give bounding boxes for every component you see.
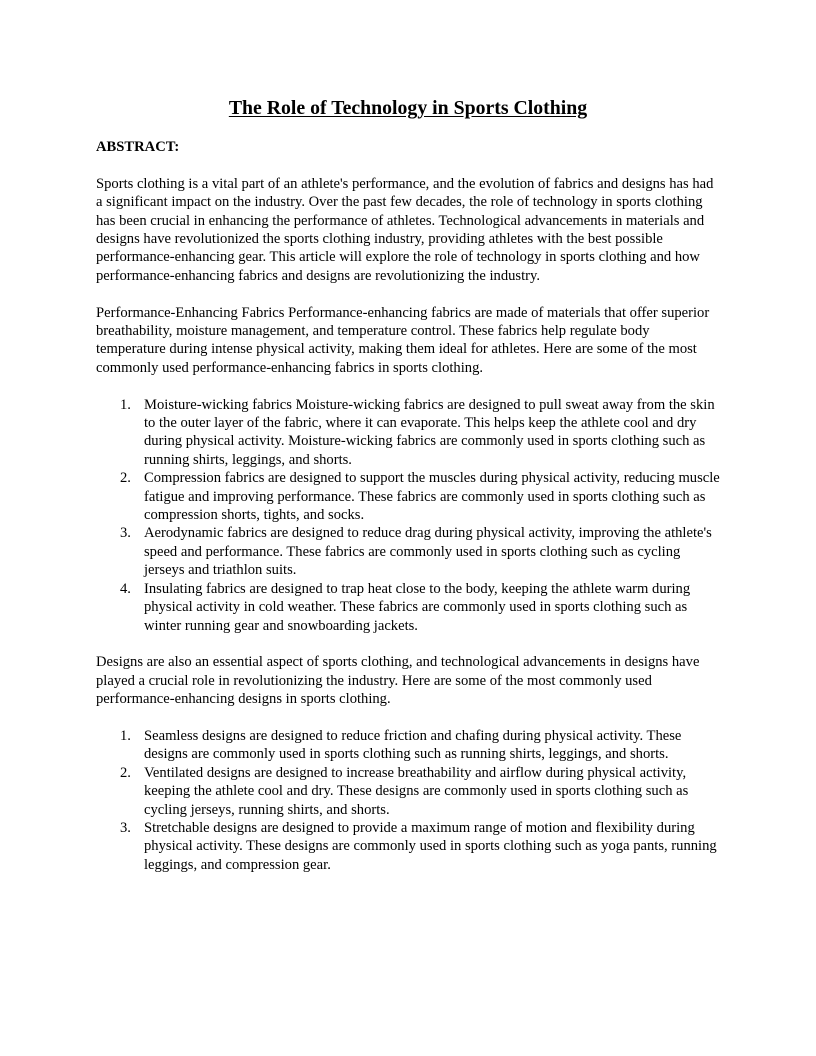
list-item: [96, 524, 720, 579]
list-number: 1.: [120, 727, 131, 744]
list-number: 3.: [120, 819, 131, 836]
list-item: [96, 580, 720, 635]
list-number: 2.: [120, 470, 131, 487]
list-item: [96, 727, 720, 764]
list-item-text: Aerodynamic fabrics are designed to reduce drag during physical activity, improving the athlete's speed and performance. These fabrics are commonly used in sports clothing such as cycling jerseys and triathlon suits.: [144, 525, 712, 579]
list-item-text: Insulating fabrics are designed to trap heat close to the body, keeping the athlete warm during physical activity in cold weather. These fabrics are commonly used in sports clothing such as winter running gear and snowboarding jackets.: [144, 580, 691, 634]
list-item: [96, 764, 720, 819]
list-number: 4.: [120, 580, 131, 597]
fabrics-list: [96, 396, 720, 635]
intro-paragraph: Sports clothing is a vital part of an athlete's performance, and the evolution of fabrics and designs has had a significant impact on the industry. Over the past few decades, the role of technology in sports clothing has been crucial in enhancing the performance of athletes. Technological advancements in materials and designs have revolutionized the sports clothing industry, providing athletes with the best possible performance-enhancing gear. This article will explore the role of technology in sports clothing and how performance-enhancing fabrics and designs are revolutionizing the industry.: [96, 175, 714, 284]
document-title: The Role of Technology in Sports Clothing: [228, 97, 588, 119]
list-number: 2.: [120, 764, 131, 781]
list-item: [96, 469, 720, 524]
list-number: 3.: [120, 525, 131, 542]
list-item-text: Seamless designs are designed to reduce friction and chafing during physical activity. These designs are commonly used in sports clothing such as running shirts, leggings, and shorts.: [144, 727, 682, 763]
list-item: [96, 819, 720, 874]
list-item-text: Moisture-wicking fabrics Moisture-wicking fabrics are designed to pull sweat away from the skin to the outer layer of the fabric, where it can evaporate. This helps keep the athlete cool and dry during physical activity. Moisture-wicking fabrics are commonly used in sports clothing such as running shirts, leggings, and shorts.: [144, 396, 715, 468]
list-item-text: Compression fabrics are designed to support the muscles during physical activity, reducing muscle fatigue and improving performance. These fabrics are commonly used in sports clothing such as compression shorts, tights, and socks.: [144, 470, 720, 524]
abstract-heading: ABSTRACT:: [96, 139, 180, 155]
fabrics-intro-paragraph: Performance-Enhancing Fabrics Performance-enhancing fabrics are made of materials that offer superior breathability, moisture management, and temperature control. These fabrics help regulate body temperature during intense physical activity, making them ideal for athletes. Here are some of the most commonly used performance-enhancing fabrics in sports clothing.: [96, 304, 710, 376]
designs-list: [96, 727, 720, 874]
designs-intro-paragraph: Designs are also an essential aspect of sports clothing, and technological advancements in designs have played a crucial role in revolutionizing the industry. Here are some of the most commonly used performance-enhancing designs in sports clothing.: [96, 654, 700, 708]
list-item: [96, 396, 720, 470]
document-page: [96, 96, 720, 893]
list-item-text: Stretchable designs are designed to provide a maximum range of motion and flexibility during physical activity. These designs are commonly used in sports clothing such as yoga pants, running leggings, and compression gear.: [144, 819, 717, 873]
list-item-text: Ventilated designs are designed to increase breathability and airflow during physical activity, keeping the athlete cool and dry. These designs are commonly used in sports clothing such as cycling jerseys, running shirts, and shorts.: [144, 764, 689, 818]
list-number: 1.: [120, 396, 131, 413]
